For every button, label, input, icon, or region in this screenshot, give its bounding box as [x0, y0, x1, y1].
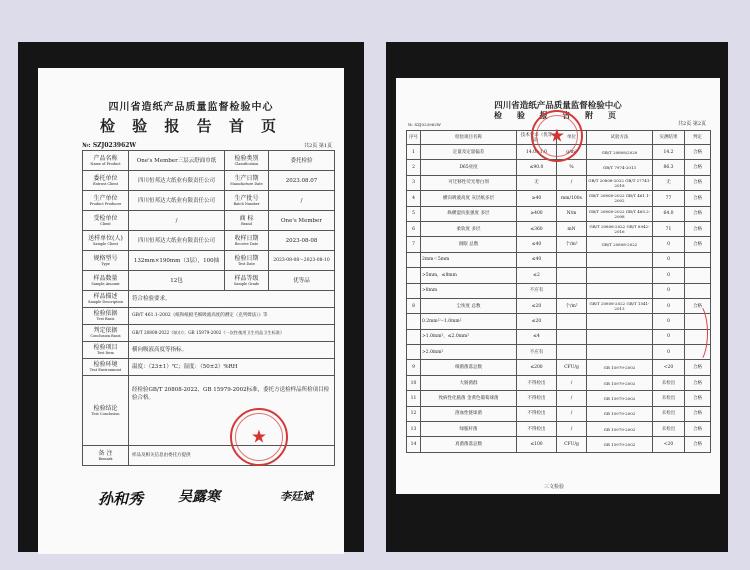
- table-cell-item: 大肠菌群: [421, 375, 517, 390]
- table-cell-no: 10: [407, 375, 421, 390]
- table-cell-item: 纵横湿抗张强度 多层: [421, 206, 517, 221]
- table-cell-result: <20: [653, 360, 685, 375]
- table-cell-item: D65亮度: [421, 160, 517, 175]
- value-brand: One's Member: [269, 211, 335, 231]
- table-row: [407, 345, 711, 360]
- table-cell-unit: CFU/g: [557, 360, 587, 375]
- table-cell-item: 致病性化脓菌 金黄色葡萄球菌: [421, 391, 517, 406]
- table-cell-unit: /: [557, 406, 587, 421]
- report-number-2: №: SZJ023962W: [408, 122, 441, 127]
- table-cell-no: [407, 314, 421, 329]
- institution-title: 四川省造纸产品质量监督检验中心: [108, 102, 274, 113]
- table-cell-method: GB/T 20808-2022: [587, 237, 653, 252]
- table-cell-no: 6: [407, 221, 421, 236]
- report-first-page: [38, 68, 344, 554]
- table-cell-no: 1: [407, 145, 421, 160]
- table-cell-item: 0.2mm²～1.0mm²: [421, 314, 517, 329]
- table-cell-unit: [557, 345, 587, 360]
- table-cell-judge: 合格: [685, 406, 711, 421]
- table-cell-method: GB/T 7974-2013: [587, 160, 653, 175]
- header-cell: 检验项目名称: [421, 131, 517, 145]
- table-cell-item: 洞眼 总数: [421, 237, 517, 252]
- label-remark: 备 注 Remark: [83, 446, 129, 466]
- value-entrust-client: 四川恒邦达大纸业有限责任公司: [129, 171, 225, 191]
- table-row: [407, 437, 711, 452]
- value-producer: 四川恒邦达大纸业有限责任公司: [129, 191, 225, 211]
- table-cell-item: 真菌菌落总数: [421, 437, 517, 452]
- table-cell-judge: [685, 252, 711, 267]
- value-conclusion: 经检验GB/T 20808-2022、GB 15979-2002标准，委托方送检样品所检项目检验合格。: [129, 376, 335, 446]
- value-receive-date: 2023-08-08: [269, 231, 335, 251]
- table-cell-judge: 合格: [685, 160, 711, 175]
- table-cell-item: 横向吸液高度 灰层纸多层: [421, 191, 517, 206]
- table-cell-item: 柔软度 多层: [421, 221, 517, 236]
- table-row: [407, 206, 711, 221]
- table-cell-no: 8: [407, 298, 421, 313]
- table-cell-judge: 合格: [685, 422, 711, 437]
- report-info-table: [82, 150, 335, 466]
- table-cell-unit: /: [557, 375, 587, 390]
- table-cell-method: GB 15979-2002: [587, 422, 653, 437]
- table-cell-result: 0: [653, 237, 685, 252]
- table-cell-result: <20: [653, 437, 685, 452]
- label-manufacture-date: 生产日期 Manufacture Date: [225, 171, 269, 191]
- table-cell-method: GB/T 20808-2022 GB/T 461.1-2002: [587, 191, 653, 206]
- value-product-name: One's Member三层云舒面巾纸: [129, 151, 225, 171]
- table-cell-result: 未检出: [653, 406, 685, 421]
- table-row: [407, 406, 711, 421]
- table-cell-req: 无: [517, 175, 557, 190]
- table-cell-judge: 合格: [685, 298, 711, 313]
- red-ink-mark: [686, 303, 708, 363]
- table-cell-req: 不应有: [517, 345, 557, 360]
- table-cell-no: 7: [407, 237, 421, 252]
- header-cell: 实测结果: [653, 131, 685, 145]
- table-row: [407, 252, 711, 267]
- value-batch-number: /: [269, 191, 335, 211]
- signatures: [98, 486, 328, 510]
- table-cell-req: ≤20: [517, 298, 557, 313]
- label-brand: 商 标 Brand: [225, 211, 269, 231]
- table-cell-result: 0: [653, 345, 685, 360]
- table-cell-unit: g/m²: [557, 145, 587, 160]
- table-cell-no: 12: [407, 406, 421, 421]
- signature-3: 李廷斌: [280, 490, 313, 503]
- table-cell-req: 不应有: [517, 283, 557, 298]
- table-cell-unit: mm/100s: [557, 191, 587, 206]
- table-cell-judge: 合格: [685, 237, 711, 252]
- table-cell-no: [407, 268, 421, 283]
- table-cell-req: ≤90.0: [517, 160, 557, 175]
- table-cell-item: 绿脓杆菌: [421, 422, 517, 437]
- table-cell-item: 2mm＜5mm: [421, 252, 517, 267]
- table-cell-method: [587, 329, 653, 344]
- institution-title-2: 四川省造纸产品质量监督检验中心: [494, 101, 622, 111]
- table-cell-req: ≥40: [517, 191, 557, 206]
- table-row: [407, 391, 711, 406]
- table-cell-req: ≤40: [517, 237, 557, 252]
- table-cell-judge: 合格: [685, 145, 711, 160]
- table-cell-result: 86.3: [653, 160, 685, 175]
- table-cell-method: [587, 283, 653, 298]
- label-receive-date: 收样日期 Receive Date: [225, 231, 269, 251]
- table-cell-result: 0: [653, 314, 685, 329]
- table-cell-method: GB 15979-2002: [587, 375, 653, 390]
- table-cell-judge: 合格: [685, 375, 711, 390]
- table-cell-judge: 合格: [685, 360, 711, 375]
- table-cell-result: 未检出: [653, 391, 685, 406]
- value-classification: 委托检验: [269, 151, 335, 171]
- value-manufacture-date: 2023.08.07: [269, 171, 335, 191]
- table-cell-unit: 个/m²: [557, 237, 587, 252]
- value-test-date: 2023-08-08～2023-08-10: [269, 251, 335, 271]
- value-sample-description: 符合检验要求。: [129, 291, 335, 308]
- table-cell-method: [587, 268, 653, 283]
- table-cell-result: 无: [653, 175, 685, 190]
- table-cell-unit: [557, 268, 587, 283]
- value-client: /: [129, 211, 225, 231]
- table-row: [407, 175, 711, 190]
- table-row: [407, 221, 711, 236]
- table-cell-item: >1.0mm²，≤2.0mm²: [421, 329, 517, 344]
- table-cell-method: [587, 345, 653, 360]
- table-cell-req: ≥400: [517, 206, 557, 221]
- table-cell-method: GB/T 20808-2022 GB/T 1541-2013: [587, 298, 653, 313]
- table-cell-req: ≤2: [517, 268, 557, 283]
- table-row: [407, 237, 711, 252]
- table-cell-no: [407, 283, 421, 298]
- table-cell-unit: %: [557, 160, 587, 175]
- value-sample-amount: 12包: [129, 271, 225, 291]
- header-cell: 技术要求（优等品）: [517, 131, 557, 145]
- label-test-item: 检验项目 Test Item: [83, 342, 129, 359]
- table-cell-result: 未检出: [653, 422, 685, 437]
- label-batch-number: 生产批号 Batch Number: [225, 191, 269, 211]
- header-cell: 试验方法: [587, 131, 653, 145]
- value-sample-grade: 优等品: [269, 271, 335, 291]
- table-cell-req: ≤4: [517, 329, 557, 344]
- table-cell-result: 0: [653, 252, 685, 267]
- label-test-date: 检验日期 Test Date: [225, 251, 269, 271]
- table-cell-item: 细菌菌落总数: [421, 360, 517, 375]
- table-cell-no: 4: [407, 191, 421, 206]
- table-cell-judge: 合格: [685, 175, 711, 190]
- label-product-name: 产品名称 Name of Product: [83, 151, 129, 171]
- label-test-basis: 检验依据 Test Basis: [83, 308, 129, 325]
- table-cell-no: 11: [407, 391, 421, 406]
- table-cell-req: 不得检出: [517, 422, 557, 437]
- table-row: [407, 375, 711, 390]
- value-type: 132mm×190mm（3层），100抽: [129, 251, 225, 271]
- table-cell-unit: CFU/g: [557, 437, 587, 452]
- signature-2: 吴露寒: [178, 489, 220, 505]
- table-cell-req: ≤20: [517, 314, 557, 329]
- official-seal-stamp-2: ★: [531, 110, 583, 162]
- table-row: [407, 268, 711, 283]
- table-cell-result: 64.0: [653, 206, 685, 221]
- table-cell-req: ≤40: [517, 252, 557, 267]
- table-cell-method: GB/T 20808-2022 GB/T 465.2-2008: [587, 206, 653, 221]
- table-cell-unit: [557, 252, 587, 267]
- header-cell: 序号: [407, 131, 421, 145]
- test-results-table: [406, 130, 711, 453]
- label-entrust-client: 委托单位 Entrust Client: [83, 171, 129, 191]
- table-cell-no: 9: [407, 360, 421, 375]
- table-cell-result: 71: [653, 221, 685, 236]
- table-cell-result: 77: [653, 191, 685, 206]
- table-cell-no: 14: [407, 437, 421, 452]
- table-cell-method: GB 15979-2002: [587, 406, 653, 421]
- table-cell-method: [587, 252, 653, 267]
- label-sample-amount: 样品数量 Sample Amount: [83, 271, 129, 291]
- header-cell: 单位: [557, 131, 587, 145]
- label-sample-client: 送样单位(人) Sample Client: [83, 231, 129, 251]
- report-number: №: SZJ023962W: [82, 142, 137, 149]
- label-client: 受检单位 Client: [83, 211, 129, 231]
- label-sample-grade: 样品等级 Sample Grade: [225, 271, 269, 291]
- label-environment: 检验环境 Test Environment: [83, 359, 129, 376]
- table-cell-no: 2: [407, 160, 421, 175]
- value-sample-client: 四川恒邦达大纸业有限责任公司: [129, 231, 225, 251]
- value-environment: 温度：（23±1）℃；湿度：（50±2）%RH: [129, 359, 335, 376]
- header-cell: 判定: [685, 131, 711, 145]
- table-row: [407, 329, 711, 344]
- table-cell-req: 14.0±1.0: [517, 145, 557, 160]
- table-cell-req: 不得检出: [517, 406, 557, 421]
- report-heading: 检 验 报 告 首 页: [99, 117, 283, 135]
- table-cell-unit: 个/m²: [557, 298, 587, 313]
- label-sample-description: 样品描述 Sample Description: [83, 291, 129, 308]
- table-cell-method: GB/T 20808-2022 GB/T 8942-2016: [587, 221, 653, 236]
- table-cell-req: 不得检出: [517, 375, 557, 390]
- table-cell-result: 0: [653, 329, 685, 344]
- attachment-heading: 检 验 报 告 附 页: [494, 110, 622, 120]
- table-cell-item: 溶血性链球菌: [421, 406, 517, 421]
- official-seal-stamp: ★: [230, 408, 288, 466]
- value-test-item: 横向吸液高度等指标。: [129, 342, 335, 359]
- table-cell-judge: [685, 268, 711, 283]
- table-cell-item: 尘埃度 总数: [421, 298, 517, 313]
- table-cell-item: >2.0mm²: [421, 345, 517, 360]
- table-cell-unit: /: [557, 391, 587, 406]
- table-cell-item: >8mm: [421, 283, 517, 298]
- label-conclusion: 检验结论 Test Conclusion: [83, 376, 129, 446]
- table-cell-no: 13: [407, 422, 421, 437]
- table-cell-no: [407, 252, 421, 267]
- table-row: [407, 360, 711, 375]
- table-cell-judge: [685, 283, 711, 298]
- report-attachment-page: [396, 78, 720, 494]
- table-cell-judge: 合格: [685, 191, 711, 206]
- table-cell-unit: [557, 314, 587, 329]
- label-classification: 检验类别 Classification: [225, 151, 269, 171]
- table-cell-unit: mN: [557, 221, 587, 236]
- table-row: [407, 160, 711, 175]
- table-cell-no: [407, 329, 421, 344]
- label-type: 规格型号 Type: [83, 251, 129, 271]
- table-cell-no: 3: [407, 175, 421, 190]
- table-cell-req: ≤360: [517, 221, 557, 236]
- table-cell-method: GB 15979-2002: [587, 437, 653, 452]
- footer-note: 三文检验: [544, 484, 565, 490]
- table-cell-unit: /: [557, 175, 587, 190]
- table-cell-method: GB 15979-2002: [587, 360, 653, 375]
- table-cell-method: [587, 314, 653, 329]
- table-row: [407, 314, 711, 329]
- table-cell-result: 0: [653, 268, 685, 283]
- table-cell-judge: 合格: [685, 437, 711, 452]
- table-row: [407, 422, 711, 437]
- page-info: 共2页 第1页: [304, 143, 332, 149]
- label-conclusion-basis: 判定依据 Conclusion Basis: [83, 325, 129, 342]
- table-cell-unit: N/m: [557, 206, 587, 221]
- table-cell-no: [407, 345, 421, 360]
- table-cell-result: 未检出: [653, 375, 685, 390]
- table-cell-no: 5: [407, 206, 421, 221]
- label-producer: 生产单位 Product Producer: [83, 191, 129, 211]
- table-cell-method: GB/T 20808/2020: [587, 145, 653, 160]
- table-cell-unit: [557, 329, 587, 344]
- signature-1: 孙和秀: [98, 490, 144, 508]
- table-cell-item: >5mm，≤8mm: [421, 268, 517, 283]
- table-cell-item: 定量及定量偏差: [421, 145, 517, 160]
- table-cell-method: GB 15979-2002: [587, 391, 653, 406]
- table-cell-req: 不得检出: [517, 391, 557, 406]
- table-cell-unit: /: [557, 422, 587, 437]
- table-cell-result: 14.2: [653, 145, 685, 160]
- table-cell-judge: 合格: [685, 391, 711, 406]
- table-row: [407, 283, 711, 298]
- table-cell-req: ≤200: [517, 360, 557, 375]
- table-row: [407, 298, 711, 313]
- table-cell-item: 可迁移性荧光增白剂: [421, 175, 517, 190]
- table-cell-judge: 合格: [685, 206, 711, 221]
- table-cell-req: ≤100: [517, 437, 557, 452]
- table-cell-unit: [557, 283, 587, 298]
- table-cell-method: GB/T 20808-2022 GB/T 27741-2018: [587, 175, 653, 190]
- table-cell-judge: 合格: [685, 221, 711, 236]
- value-test-basis: GB/T 461.1-2002《纸和纸板毛细吸液高度的测定（克列姆法）》等: [129, 308, 335, 325]
- table-row: [407, 191, 711, 206]
- value-remark: 样品及相关信息由委托方提供: [129, 446, 335, 466]
- value-conclusion-basis: GB/T 20808-2022《纸巾》；GB 15979-2002《一次性使用卫生用品卫生标准》: [129, 325, 335, 342]
- table-cell-result: 0: [653, 298, 685, 313]
- page-info-2: 共2页 第2页: [678, 121, 706, 127]
- table-cell-result: 0: [653, 283, 685, 298]
